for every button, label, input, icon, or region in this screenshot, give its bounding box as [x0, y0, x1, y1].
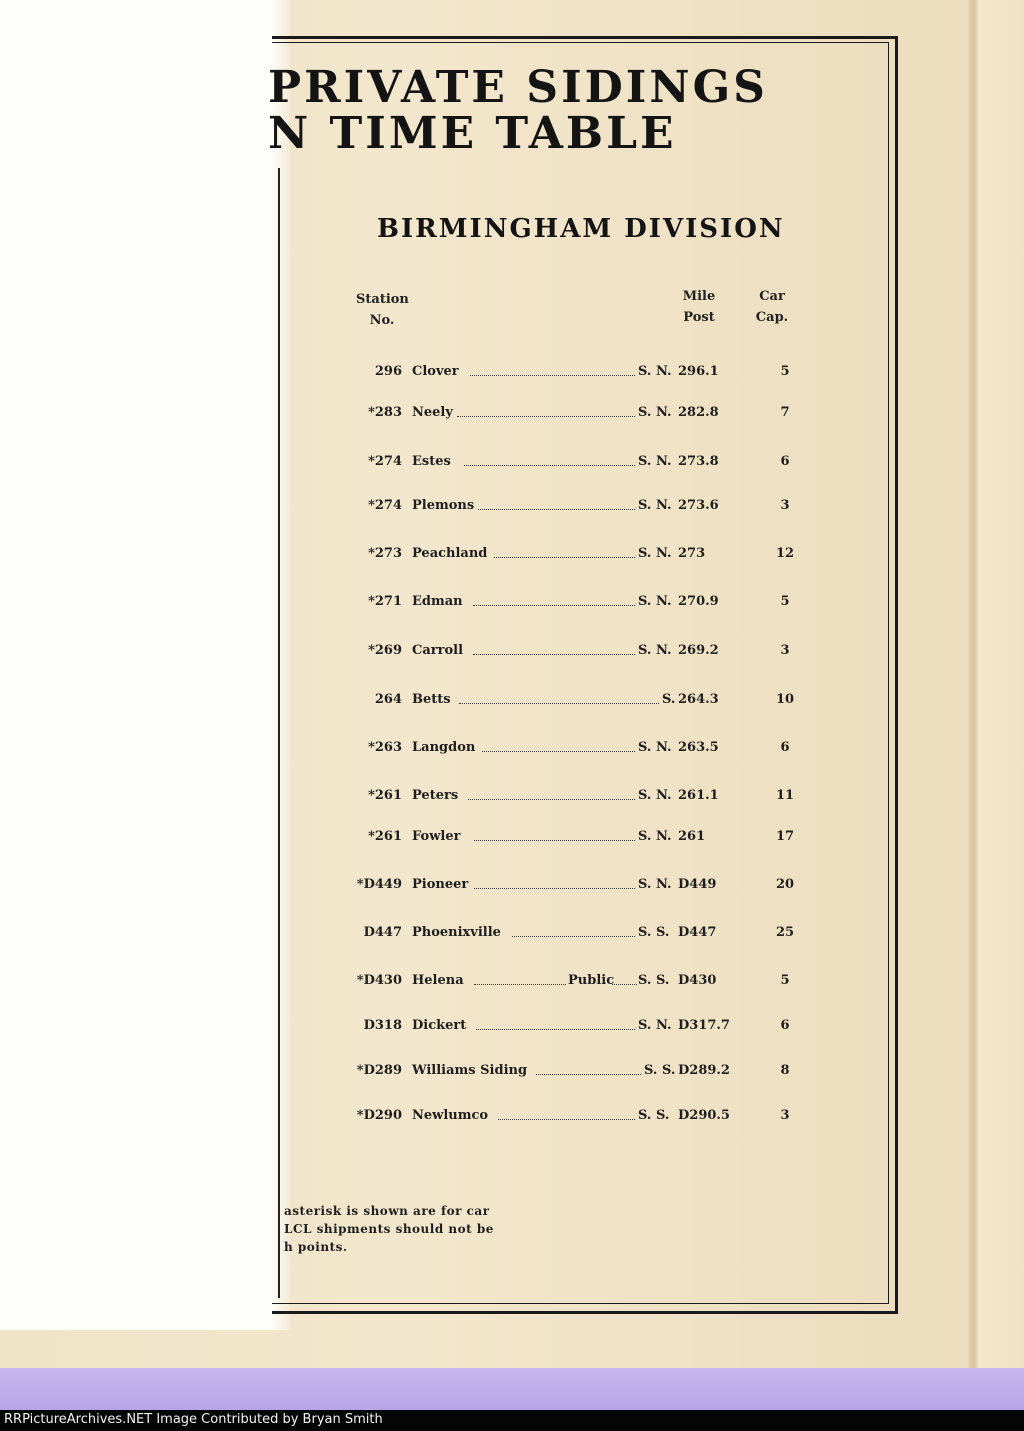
dot-leader: [474, 877, 635, 889]
facing-page-blank: [0, 0, 270, 1330]
siding-side: S. S.: [638, 973, 670, 988]
siding-side: S. N.: [638, 643, 672, 658]
car-capacity: 6: [780, 454, 790, 469]
mile-post: 270.9: [678, 594, 719, 609]
mile-post: 273.6: [678, 498, 719, 513]
station-number: D318: [363, 1018, 402, 1033]
mile-post: 269.2: [678, 643, 719, 658]
mile-post: D290.5: [678, 1108, 730, 1123]
station-name: Neely: [412, 405, 453, 420]
mile-post: 273: [678, 546, 706, 561]
siding-side: S. S.: [638, 1108, 670, 1123]
mile-post: 263.5: [678, 740, 719, 755]
station-number: *274: [368, 454, 402, 469]
siding-side: S. N.: [638, 546, 672, 561]
siding-side: S. N.: [638, 829, 672, 844]
station-number: *273: [368, 546, 402, 561]
footnote-line-2: LCL shipments should not be: [284, 1222, 494, 1236]
page-title-line-1: PRIVATE SIDINGS: [268, 62, 768, 113]
station-name: Carroll: [412, 643, 464, 658]
station-name: Helena: [412, 973, 464, 988]
table-row: [340, 546, 800, 566]
table-row: [340, 1108, 800, 1128]
car-capacity: 7: [780, 405, 790, 420]
column-header-mile-line2: Post: [683, 310, 715, 325]
station-name: Newlumco: [412, 1108, 489, 1123]
dot-leader: [457, 405, 635, 417]
car-capacity: 3: [780, 643, 790, 658]
mile-post: D449: [678, 877, 717, 892]
table-row: [340, 405, 800, 425]
station-name: Pioneer: [412, 877, 469, 892]
table-row: [340, 877, 800, 897]
table-row: [340, 692, 800, 712]
station-name: Fowler: [412, 829, 461, 844]
column-header-car-capacity: [752, 286, 792, 328]
scanner-background: [0, 1368, 1024, 1410]
car-capacity: 6: [780, 740, 790, 755]
car-capacity: 11: [775, 788, 795, 803]
mile-post: 296.1: [678, 364, 719, 379]
siding-side: S. S.: [638, 925, 670, 940]
station-number: *D290: [356, 1108, 402, 1123]
mile-post: D317.7: [678, 1018, 730, 1033]
table-row: [340, 788, 800, 808]
station-number: *261: [368, 788, 402, 803]
dot-leader: [612, 973, 637, 985]
siding-side: S. N.: [638, 498, 672, 513]
column-header-car-line1: Car: [759, 289, 785, 304]
table-row: [340, 498, 800, 518]
siding-side: S. N.: [638, 594, 672, 609]
station-name: Peachland: [412, 546, 488, 561]
car-capacity: 12: [775, 546, 795, 561]
dot-leader: [473, 643, 635, 655]
station-number: 296: [374, 364, 402, 379]
siding-side: S. N.: [638, 454, 672, 469]
siding-side: S. N.: [638, 788, 672, 803]
station-name: Estes: [412, 454, 451, 469]
dot-leader: [468, 788, 635, 800]
table-row: [340, 454, 800, 474]
siding-side: S.: [662, 692, 676, 707]
page-title-line-2: N TIME TABLE: [268, 108, 677, 159]
table-row: [340, 1018, 800, 1038]
car-capacity: 3: [780, 1108, 790, 1123]
car-capacity: 5: [780, 364, 790, 379]
car-capacity: 6: [780, 1018, 790, 1033]
station-name: Phoenixville: [412, 925, 501, 940]
car-capacity: 10: [775, 692, 795, 707]
mile-post: 261: [678, 829, 706, 844]
station-number: *269: [368, 643, 402, 658]
car-capacity: 20: [775, 877, 795, 892]
station-name: Dickert: [412, 1018, 467, 1033]
mile-post: D430: [678, 973, 717, 988]
dot-leader: [474, 829, 635, 841]
siding-side: S. N.: [638, 1018, 672, 1033]
dot-leader: [482, 740, 635, 752]
siding-side: S. N.: [638, 405, 672, 420]
siding-side: S. S.: [644, 1063, 676, 1078]
dot-leader: [459, 692, 659, 704]
table-row: [340, 973, 800, 993]
column-header-station: [356, 289, 408, 331]
next-page-strip: [978, 0, 1024, 1368]
station-name: Clover: [412, 364, 459, 379]
station-name: Plemons: [412, 498, 475, 513]
left-border-rule: [278, 168, 280, 1298]
credit-bar: [0, 1410, 1024, 1431]
column-header-station-line1: Station: [356, 292, 409, 307]
footnote-line-1: asterisk is shown are for car: [284, 1204, 490, 1218]
column-header-mile-line1: Mile: [682, 289, 716, 304]
page-edge: [968, 0, 978, 1368]
car-capacity: 5: [780, 973, 790, 988]
footnote-line-3: h points.: [284, 1240, 348, 1254]
dot-leader: [512, 925, 635, 937]
station-name: Peters: [412, 788, 459, 803]
station-number: 264: [374, 692, 402, 707]
station-number: *D289: [356, 1063, 402, 1078]
station-name: Langdon: [412, 740, 476, 755]
siding-side: S. N.: [638, 877, 672, 892]
station-number: *D449: [356, 877, 402, 892]
column-header-car-line2: Cap.: [755, 310, 789, 325]
dot-leader: [494, 546, 635, 558]
dot-leader: [470, 364, 635, 376]
mile-post: D289.2: [678, 1063, 730, 1078]
car-capacity: 8: [780, 1063, 790, 1078]
mile-post: 264.3: [678, 692, 719, 707]
siding-side: S. N.: [638, 740, 672, 755]
table-row: [340, 925, 800, 945]
station-number: D447: [363, 925, 402, 940]
mile-post: 282.8: [678, 405, 719, 420]
column-header-station-line2: No.: [369, 313, 395, 328]
column-header-mile-post: [678, 286, 720, 328]
station-number: *274: [368, 498, 402, 513]
station-number: *D430: [356, 973, 402, 988]
car-capacity: 5: [780, 594, 790, 609]
car-capacity: 3: [780, 498, 790, 513]
dot-leader: [476, 1018, 635, 1030]
station-name: Betts: [412, 692, 451, 707]
table-row: [340, 643, 800, 663]
dot-leader: [536, 1063, 641, 1075]
table-row: [340, 364, 800, 384]
table-row: [340, 829, 800, 849]
table-row: [340, 1063, 800, 1083]
station-number: *263: [368, 740, 402, 755]
dot-leader: [498, 1108, 635, 1120]
mile-post: 261.1: [678, 788, 719, 803]
car-capacity: 17: [775, 829, 795, 844]
station-number: *271: [368, 594, 402, 609]
siding-side: S. N.: [638, 364, 672, 379]
dot-leader: [464, 454, 635, 466]
public-siding-label: Public: [568, 973, 615, 988]
station-number: *261: [368, 829, 402, 844]
dot-leader: [473, 594, 635, 606]
dot-leader: [474, 973, 566, 985]
car-capacity: 25: [775, 925, 795, 940]
mile-post: D447: [678, 925, 717, 940]
dot-leader: [478, 498, 635, 510]
station-name: Edman: [412, 594, 463, 609]
table-row: [340, 594, 800, 614]
mile-post: 273.8: [678, 454, 719, 469]
division-heading: BIRMINGHAM DIVISION: [377, 214, 785, 244]
image-credit: RRPictureArchives.NET Image Contributed by Bryan Smith: [4, 1412, 383, 1427]
table-row: [340, 740, 800, 760]
station-number: *283: [368, 405, 402, 420]
station-name: Williams Siding: [412, 1063, 528, 1078]
